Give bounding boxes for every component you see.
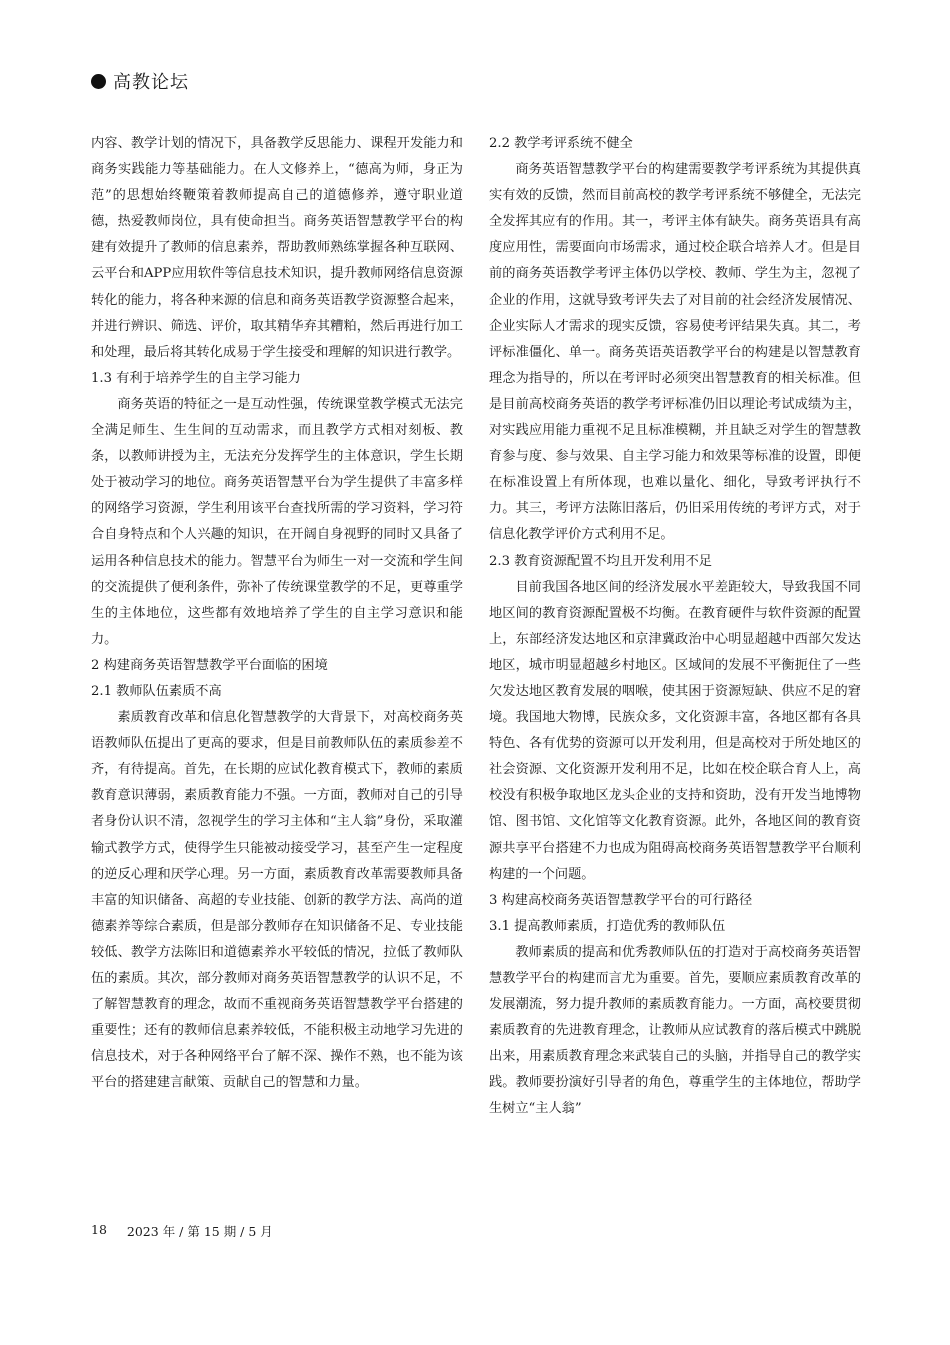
section-heading: 3 构建高校商务英语智慧教学平台的可行路径 [489,892,753,908]
page-number: 18 [91,1222,107,1237]
paragraph: 素质教育改革和信息化智慧教学的大背景下，对高校商务英语教师队伍提出了更高的要求，但是目前教师队伍的素质参差不齐，有待提高。首先，在长期的应试化教育模式下，教师的素质教育意识薄弱，素质教育能力不强。一方面，教师对自己的引导者身份认识不清，忽视学生的学习主体和“主人翁”身份，采取灌输式教学方式，使得学生只能被动接受学习，甚至产生一定程度的逆反心理和厌学心理。另一方面，素质教育改革需要教师具备丰富的知识储备、高超的专业技能、创新的教学方法、高尚的道德素养等综合素质，但是部分教师存在知识储备不足、专业技能较低、教学方法陈旧和道德素养水平较低的情况，拉低了教师队伍的素质。其次，部分教师对商务英语智慧教学的认识不足，不了解智慧教育的理念，故而不重视商务英语智慧教学平台搭建的重要性；还有的教师信息素养较低，不能积极主动地学习先进的信息技术，对于各种网络平台了解不深、操作不熟，也不能为该平台的搭建建言献策、贡献自己的智慧和力量。 [91,710,463,1091]
bullet-dot-icon [91,74,106,89]
page-footer [91,1222,273,1240]
issue-info: 2023 年 / 第 15 期 / 5 月 [126,1224,273,1239]
section-heading: 2.3 教育资源配置不均且开发利用不足 [489,553,712,569]
paragraph: 内容、教学计划的情况下，具备教学反思能力、课程开发能力和商务实践能力等基础能力。在人文修养上，“德高为师，身正为范”的思想始终鞭策着教师提高自己的道德修养，遵守职业道德，热爱教师岗位，具有使命担当。商务英语智慧教学平台的构建有效提升了教师的信息素养，帮助教师熟练掌握各种互联网、云平台和APP应用软件等信息技术知识，提升教师网络信息资源转化的能力，将各种来源的信息和商务英语教学资源整合起来，并进行辨识、筛选、评价，取其精华弃其糟粕，然后再进行加工和处理，最后将其转化成易于学生接受和理解的知识进行教学。 [91,136,463,360]
journal-title: 高教论坛 [113,72,189,93]
section-heading: 2.2 教学考评系统不健全 [489,136,633,151]
paragraph: 目前我国各地区间的经济发展水平差距较大，导致我国不同地区间的教育资源配置极不均衡。在教育硬件与软件资源的配置上，东部经济发达地区和京津冀政治中心明显超越中西部欠发达地区，城市明显超越乡村地区。区域间的发展不平衡扼住了一些欠发达地区教育发展的咽喉，使其困于资源短缺、供应不足的窘境。我国地大物博，民族众多，文化资源丰富，各地区都有各具特色、各有优势的资源可以开发利用，但是高校对于所处地区的社会资源、文化资源开发利用不足，比如在校企联合育人上，高校没有积极争取地区龙头企业的支持和资助，没有开发当地博物馆、图书馆、文化馆等文化教育资源。此外，各地区间的教育资源共享平台搭建不力也成为阻碍高校商务英语智慧教学平台顺利构建的一个问题。 [489,579,861,882]
left-column [91,131,463,1096]
journal-header [91,68,189,94]
section-heading: 1.3 有利于培养学生的自主学习能力 [91,370,301,386]
right-column [489,131,861,1123]
section-heading: 2.1 教师队伍素质不高 [91,683,222,699]
section-heading: 2 构建商务英语智慧教学平台面临的困境 [91,657,328,673]
paragraph: 教师素质的提高和优秀教师队伍的打造对于高校商务英语智慧教学平台的构建而言尤为重要。首先，要顺应素质教育改革的发展潮流，努力提升教师的素质教育能力。一方面，高校要贯彻素质教育的先进教育理念，让教师从应试教育的落后模式中跳脱出来，用素质教育理念来武装自己的头脑，并指导自己的教学实践。教师要扮演好引导者的角色，尊重学生的主体地位，帮助学生树立“主人翁” [489,944,861,1117]
paragraph: 商务英语智慧教学平台的构建需要教学考评系统为其提供真实有效的反馈，然而目前高校的教学考评系统不够健全，无法完全发挥其应有的作用。其一，考评主体有缺失。商务英语具有高度应用性，需要面向市场需求，通过校企联合培养人才。但是目前的商务英语教学考评主体仍以学校、教师、学生为主，忽视了企业的作用，这就导致考评失去了对目前的社会经济发展情况、企业实际人才需求的现实反馈，容易使考评结果失真。其二，考评标准僵化、单一。商务英语英语教学平台的构建是以智慧教育理念为指导的，所以在考评时必须突出智慧教育的相关标准。但是目前高校商务英语的教学考评标准仍旧以理论考试成绩为主，对实践应用能力重视不足且标准模糊，并且缺乏对学生的智慧教育参与度、参与效果、自主学习能力和效果等标准的设置，即便在标准设置上有所体现，也难以量化、细化，导致考评执行不力。其三，考评方法陈旧落后，仍旧采用传统的考评方式，对于信息化教学评价方式利用不足。 [489,162,861,543]
paragraph: 商务英语的特征之一是互动性强，传统课堂教学模式无法完全满足师生、生生间的互动需求，而且教学方式相对刻板、教条，以教师讲授为主，无法充分发挥学生的主体意识，学生长期处于被动学习的地位。商务英语智慧平台为学生提供了丰富多样的网络学习资源，学生利用该平台查找所需的学习资料，学习符合自身特点和个人兴趣的知识，在开阔自身视野的同时又具备了运用各种信息技术的能力。智慧平台为师生一对一交流和学生间的交流提供了便利条件，弥补了传统课堂教学的不足，更尊重学生的主体地位，这些都有效地培养了学生的自主学习意识和能力。 [91,396,463,647]
section-heading: 3.1 提高教师素质，打造优秀的教师队伍 [489,918,726,934]
